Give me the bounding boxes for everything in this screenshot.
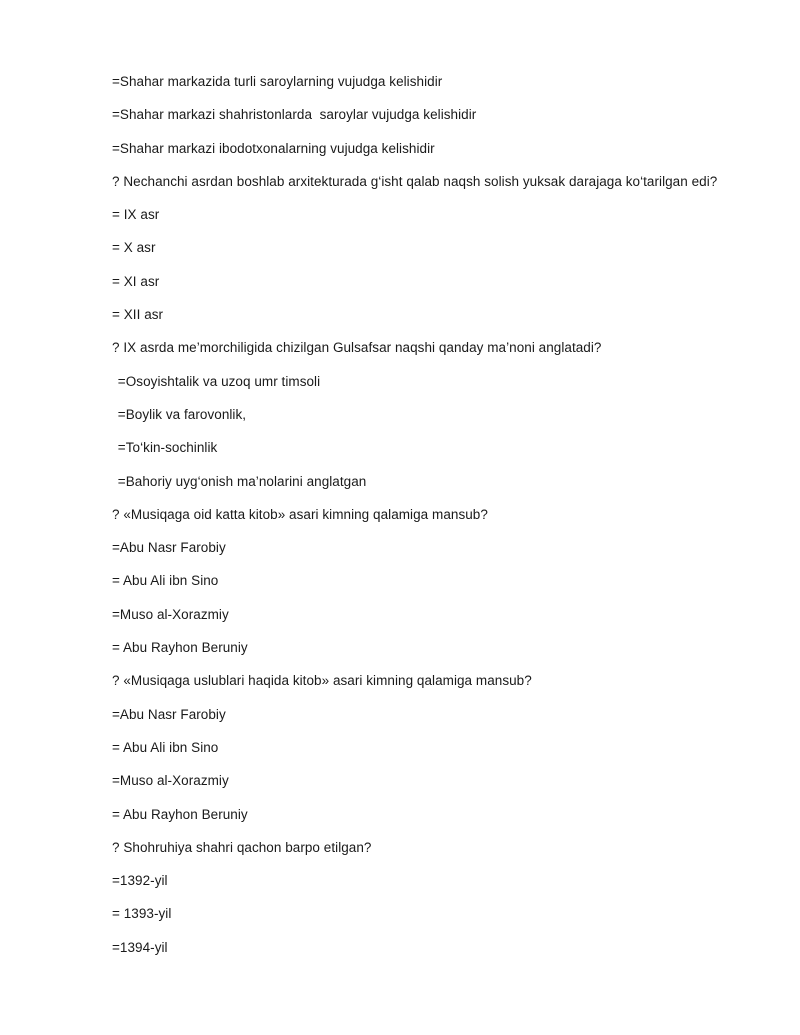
answer-option: =1392-yil [112,873,168,889]
answer-option: =Shahar markazi ibodotxonalarning vujudga kelishidir [112,140,435,156]
answer-option: =Abu Nasr Farobiy [112,540,226,556]
answer-option: = Abu Rayhon Beruniy [112,806,248,822]
answer-option: = IX asr [112,207,160,223]
answer-option: = XI asr [112,273,160,289]
answer-option: = XII asr [112,307,164,323]
answer-option: =To‘kin-sochinlik [114,440,218,456]
answer-option: = Abu Rayhon Beruniy [112,640,248,656]
answer-option: = X asr [112,240,156,256]
answer-option: =Abu Nasr Farobiy [112,706,226,722]
question-line: ? «Musiqaga uslublari haqida kitob» asari kimning qalamiga mansub? [112,673,532,689]
answer-option: =Shahar markazi shahristonlarda saroylar vujudga kelishidir [112,107,477,123]
answer-option: =Boylik va farovonlik, [114,406,247,422]
question-line: ? Nechanchi asrdan boshlab arxitekturada g‘isht qalab naqsh solish yuksak darajaga ko‘tarilgan edi? [112,173,718,189]
answer-option: = 1393-yil [112,906,172,922]
answer-option: =Osoyishtalik va uzoq umr timsoli [114,373,321,389]
document-body [112,72,752,971]
answer-option: = Abu Ali ibn Sino [112,573,219,589]
answer-option: =Bahoriy uyg‘onish ma’nolarini anglatgan [114,473,367,489]
answer-option: =Shahar markazida turli saroylarning vujudga kelishidir [112,74,443,89]
question-line: ? Shohruhiya shahri qachon barpo etilgan? [112,839,372,855]
answer-option: =1394-yil [112,939,168,955]
answer-option: = Abu Ali ibn Sino [112,739,219,755]
question-line: ? «Musiqaga oid katta kitob» asari kimning qalamiga mansub? [112,506,488,522]
answer-option: =Muso al-Xorazmiy [112,773,229,789]
question-line: ? IX asrda me’morchiligida chizilgan Gulsafsar naqshi qanday ma’noni anglatadi? [112,340,602,356]
answer-option: =Muso al-Xorazmiy [112,606,229,622]
